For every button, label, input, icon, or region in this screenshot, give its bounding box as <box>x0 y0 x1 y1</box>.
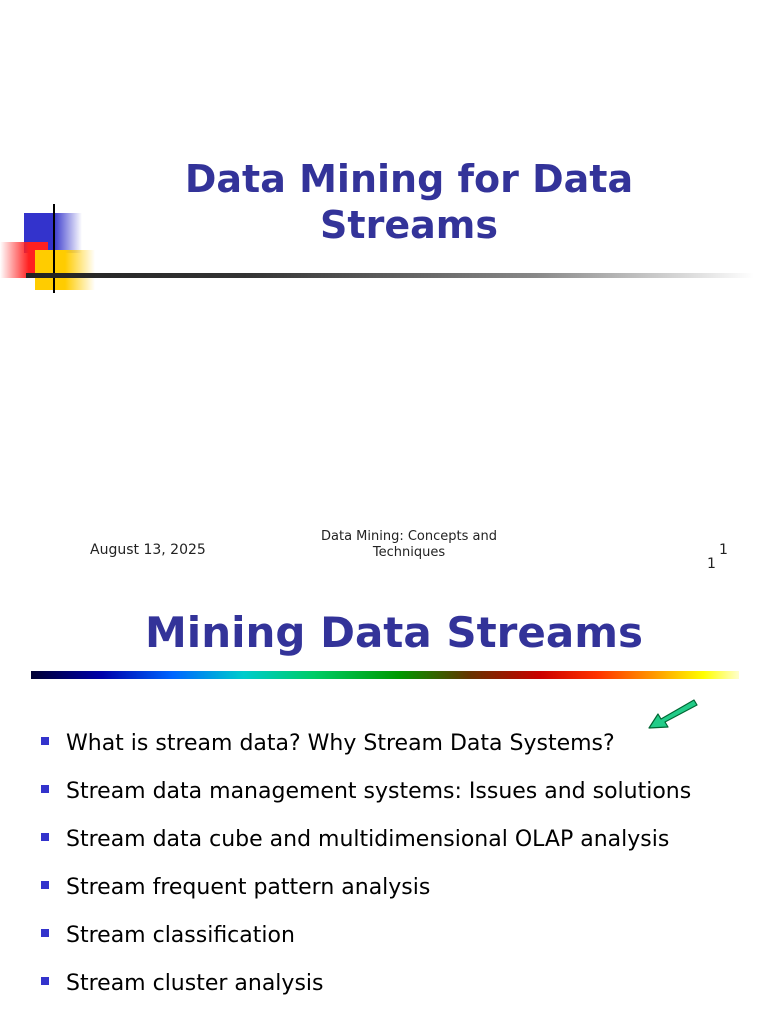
bullet-text: Stream cluster analysis <box>66 971 324 996</box>
bullet-square-icon <box>41 737 49 745</box>
bullet-square-icon <box>41 929 49 937</box>
bullet-text: Stream data management systems: Issues and solutions <box>66 779 692 804</box>
footer-sub-number: 1 <box>707 556 716 572</box>
logo-yellow-square <box>35 250 95 290</box>
content-slide <box>0 580 768 1024</box>
bullet-list <box>40 722 740 1010</box>
bullet-square-icon <box>41 881 49 889</box>
slide-logo <box>0 200 100 295</box>
bullet-text: Stream classification <box>66 923 295 948</box>
bullet-text: What is stream data? Why Stream Data Systems? <box>66 731 615 756</box>
bullet-text: Stream data cube and multidimensional OLAP analysis <box>66 827 670 852</box>
list-item <box>40 770 740 813</box>
footer-date: August 13, 2025 <box>90 542 206 558</box>
bullet-square-icon <box>41 977 49 985</box>
list-item <box>40 866 740 909</box>
slide-title: Mining Data Streams <box>145 608 643 657</box>
bullet-square-icon <box>41 833 49 841</box>
bullet-square-icon <box>41 785 49 793</box>
list-item <box>40 818 740 861</box>
footer-center: Data Mining: Concepts and Techniques <box>321 529 497 560</box>
logo-vertical-line <box>53 204 55 293</box>
list-item <box>40 722 740 765</box>
bullet-text: Stream frequent pattern analysis <box>66 875 431 900</box>
title-rule <box>26 273 754 278</box>
list-item <box>40 914 740 957</box>
footer-page-number: 1 <box>719 542 728 558</box>
rainbow-rule <box>31 671 739 679</box>
slide-title: Data Mining for Data Streams <box>184 157 634 247</box>
list-item <box>40 962 740 1005</box>
